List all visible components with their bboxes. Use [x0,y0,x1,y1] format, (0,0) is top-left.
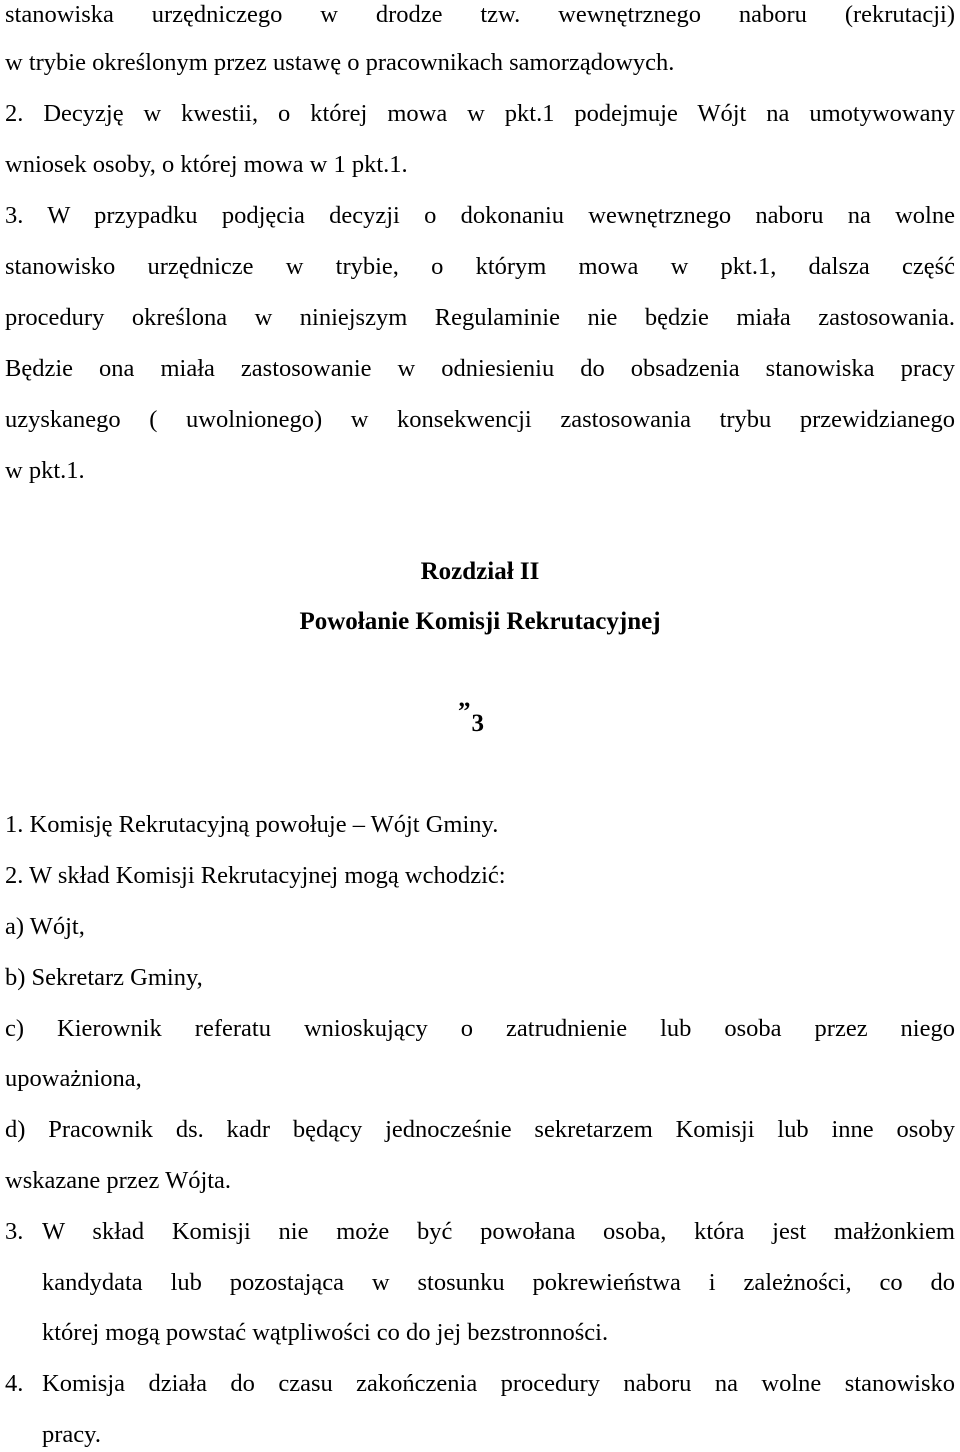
text-line: wniosek osoby, o której mowa w 1 pkt.1. [5,151,408,178]
text-line: stanowisko urzędnicze w trybie, o którym mowa w pkt.1, dalsza część [5,253,955,280]
section-number: 3 [471,710,484,737]
list-item: d) Pracownik ds. kadr będący jednocześnie sekretarzem Komisji lub inne osoby [5,1116,955,1143]
list-item: wskazane przez Wójta. [5,1167,232,1194]
text-line: w pkt.1. [5,457,85,484]
list-item: b) Sekretarz Gminy, [5,964,203,991]
list-item: c) Kierownik referatu wnioskujący o zatrudnienie lub osoba przez niego [5,1015,955,1042]
chapter-heading: Rozdział II [420,558,540,585]
text-line: 3. W przypadku podjęcia decyzji o dokonaniu wewnętrznego naboru na wolne [5,202,955,229]
list-item: pracy. [42,1421,101,1448]
list-item: Komisja działa do czasu zakończenia procedury naboru na wolne stanowisko [42,1370,955,1397]
list-number: 3. [5,1218,24,1245]
list-item: 2. W skład Komisji Rekrutacyjnej mogą wchodzić: [5,862,506,889]
text-line: uzyskanego ( uwolnionego) w konsekwencji zastosowania trybu przewidzianego [5,406,955,433]
chapter-title: Powołanie Komisji Rekrutacyjnej [299,608,661,635]
list-item: 1. Komisję Rekrutacyjną powołuje – Wójt Gminy. [5,811,499,838]
text-line: Będzie ona miała zastosowanie w odniesieniu do obsadzenia stanowiska pracy [5,355,955,382]
text-line: stanowiska urzędniczego w drodze tzw. wewnętrznego naboru (rekrutacji) [5,1,955,28]
list-item: a) Wójt, [5,913,85,940]
list-item: W skład Komisji nie może być powołana osoba, która jest małżonkiem [42,1218,955,1245]
section-heading [458,698,484,739]
list-item: upoważniona, [5,1065,142,1092]
text-line: w trybie określonym przez ustawę o pracownikach samorządowych. [5,49,675,76]
text-line: procedury określona w niniejszym Regulaminie nie będzie miała zastosowania. [5,304,955,331]
list-item: której mogą powstać wątpliwości co do jej bezstronności. [42,1319,609,1346]
list-number: 4. [5,1370,24,1397]
text-line: 2. Decyzję w kwestii, o której mowa w pkt.1 podejmuje Wójt na umotywowany [5,100,955,127]
list-item: kandydata lub pozostająca w stosunku pokrewieństwa i zależności, co do [42,1269,955,1296]
section-sign-icon: ” [458,698,471,725]
